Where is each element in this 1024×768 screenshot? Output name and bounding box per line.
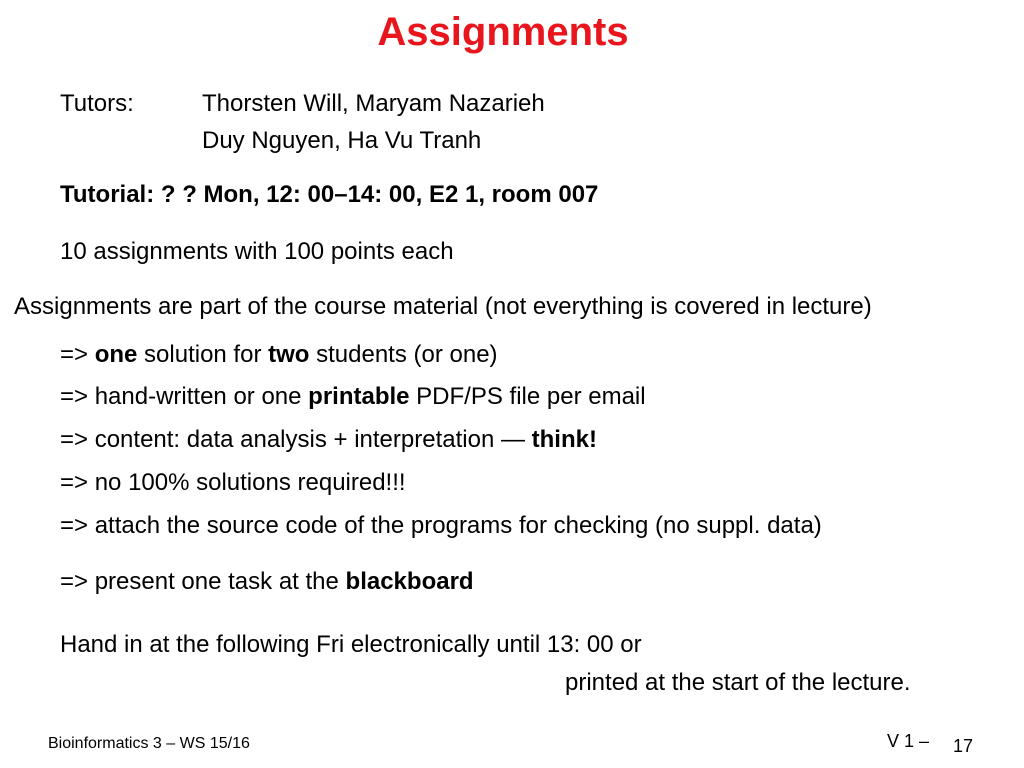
- bullet-3: => content: data analysis + interpretation — think!: [60, 426, 597, 453]
- present-bullet: => present one task at the blackboard: [60, 568, 474, 595]
- tutors-line-2: Duy Nguyen, Ha Vu Tranh: [202, 127, 482, 154]
- course-material-note: Assignments are part of the course material (not everything is covered in lecture): [14, 293, 872, 320]
- bullet-1: => one solution for two students (or one): [60, 341, 498, 368]
- bullet-2: => hand-written or one printable PDF/PS file per email: [60, 383, 646, 410]
- tutorial-info: Tutorial: ? ? Mon, 12: 00–14: 00, E2 1, room 007: [60, 181, 599, 208]
- bullet-4: => no 100% solutions required!!!: [60, 469, 406, 496]
- tutors-line-1: Thorsten Will, Maryam Nazarieh: [202, 90, 545, 117]
- hand-in-line-2: printed at the start of the lecture.: [565, 669, 911, 696]
- slide-title: Assignments: [377, 10, 629, 54]
- footer-version: V 1 –: [887, 731, 930, 751]
- footer-course: Bioinformatics 3 – WS 15/16: [48, 735, 250, 752]
- tutors-label: Tutors:: [60, 90, 134, 117]
- assignments-count: 10 assignments with 100 points each: [60, 238, 454, 265]
- hand-in-line-1: Hand in at the following Fri electronically until 13: 00 or: [60, 631, 642, 658]
- footer-page-number: 17: [953, 736, 974, 756]
- bullet-5: => attach the source code of the programs for checking (no suppl. data): [60, 512, 822, 539]
